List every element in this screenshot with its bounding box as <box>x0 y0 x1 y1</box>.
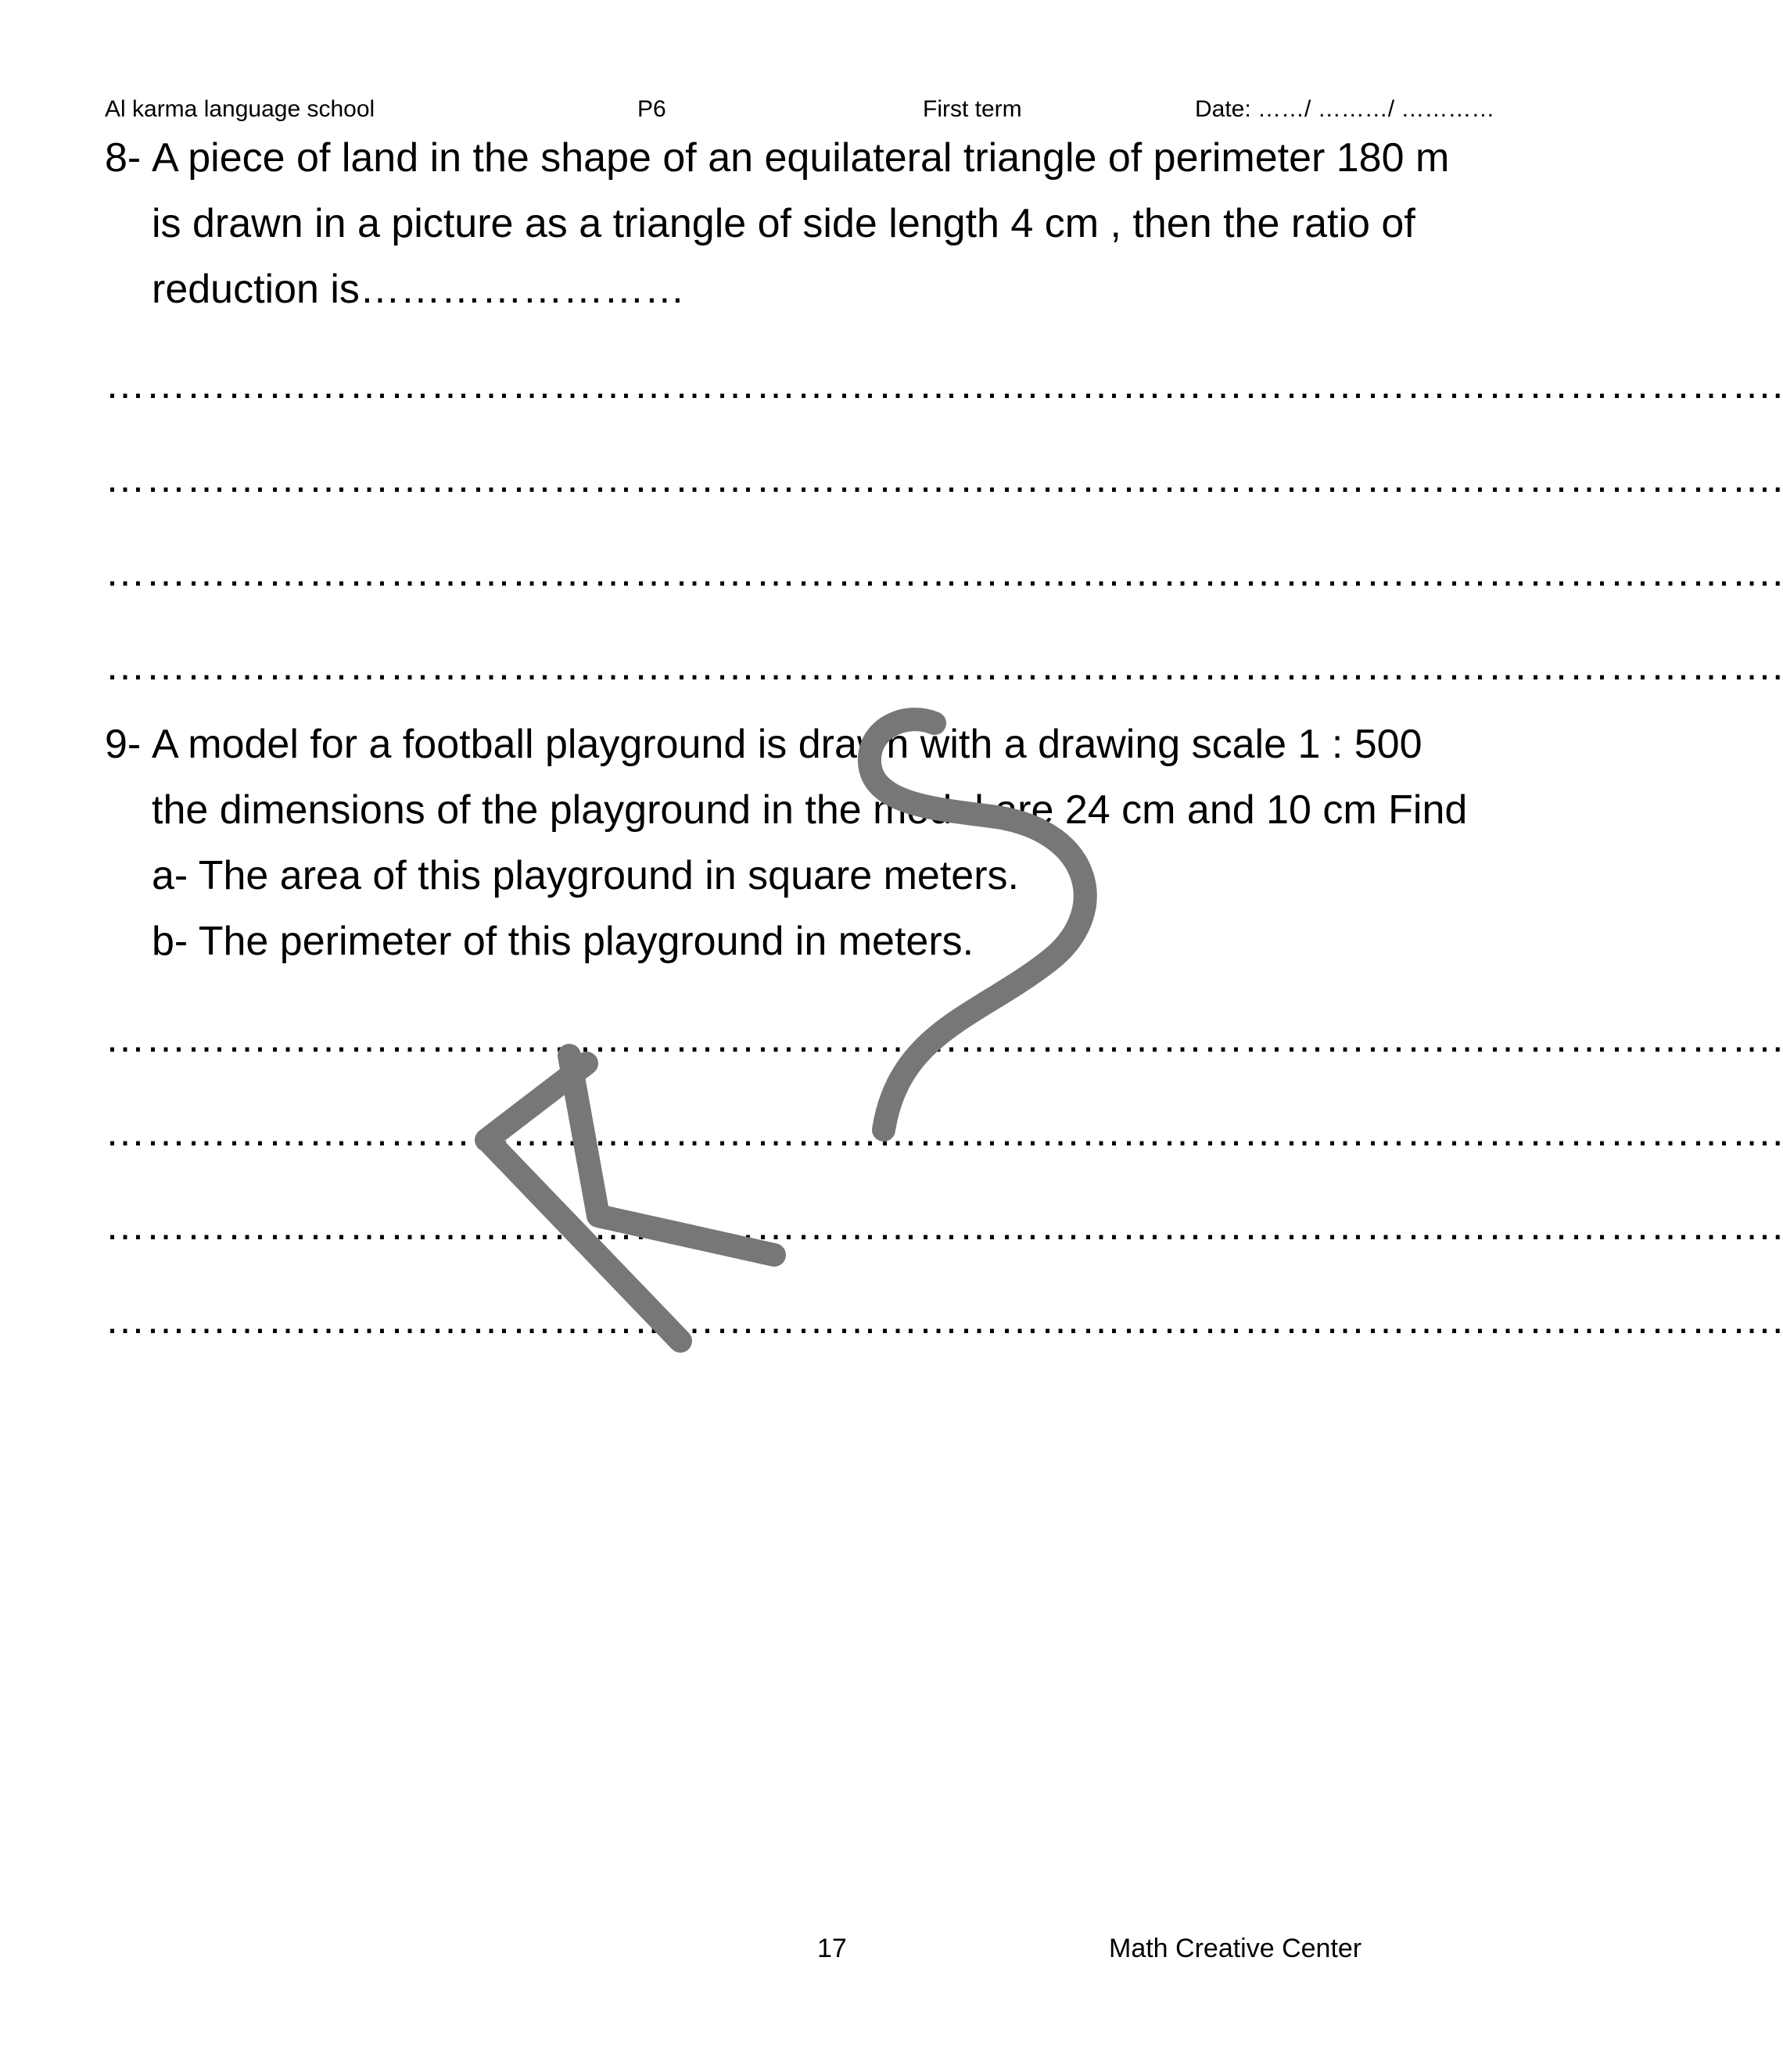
answer-area-9 <box>105 991 1783 1367</box>
question-8 <box>105 125 1449 322</box>
answer-line[interactable]: ……………………………………………………………………………………………………………. <box>105 1016 1783 1061</box>
question-text-line: the dimensions of the playground in the model are 24 cm and 10 cm Find <box>152 787 1468 833</box>
question-9 <box>105 712 1467 974</box>
question-text-line: is drawn in a picture as a triangle of side length 4 cm , then the ratio of <box>152 201 1415 246</box>
answer-line[interactable]: ……………………………………………………………………………………………………………. <box>105 362 1783 407</box>
question-text-line: b- The perimeter of this playground in meters. <box>152 919 974 964</box>
question-number: 8- <box>105 135 142 181</box>
question-number: 9- <box>105 722 142 767</box>
question-text-line: A piece of land in the shape of an equilateral triangle of perimeter 180 m <box>152 135 1450 181</box>
answer-line[interactable]: ……………………………………………………………………………………………………………. <box>105 550 1783 595</box>
answer-line[interactable]: ……………………………………………………………………………………………………………. <box>105 643 1783 689</box>
question-text-line: reduction is…………………… <box>152 267 685 312</box>
center-name: Math Creative Center <box>1109 1934 1362 1963</box>
school-name: Al karma language school <box>105 96 375 122</box>
question-text-line: A model for a football playground is drawn with a drawing scale 1 : 500 <box>152 722 1422 767</box>
grade-label: P6 <box>637 96 666 122</box>
answer-line[interactable]: ……………………………………………………………………………………………………………. <box>105 456 1783 501</box>
date-field: Date: ……/ ………/ ………… <box>1195 96 1495 122</box>
answer-line[interactable]: ……………………………………………………………………………………………………………. <box>105 1297 1783 1342</box>
answer-area-8 <box>105 338 1783 713</box>
answer-line[interactable]: ……………………………………………………………………………………………………………. <box>105 1203 1783 1249</box>
question-text-line: a- The area of this playground in square meters. <box>152 853 1019 898</box>
term-label: First term <box>923 96 1022 122</box>
answer-line[interactable]: ……………………………………………………………………………………………………………. <box>105 1109 1783 1155</box>
page-number: 17 <box>817 1934 847 1963</box>
